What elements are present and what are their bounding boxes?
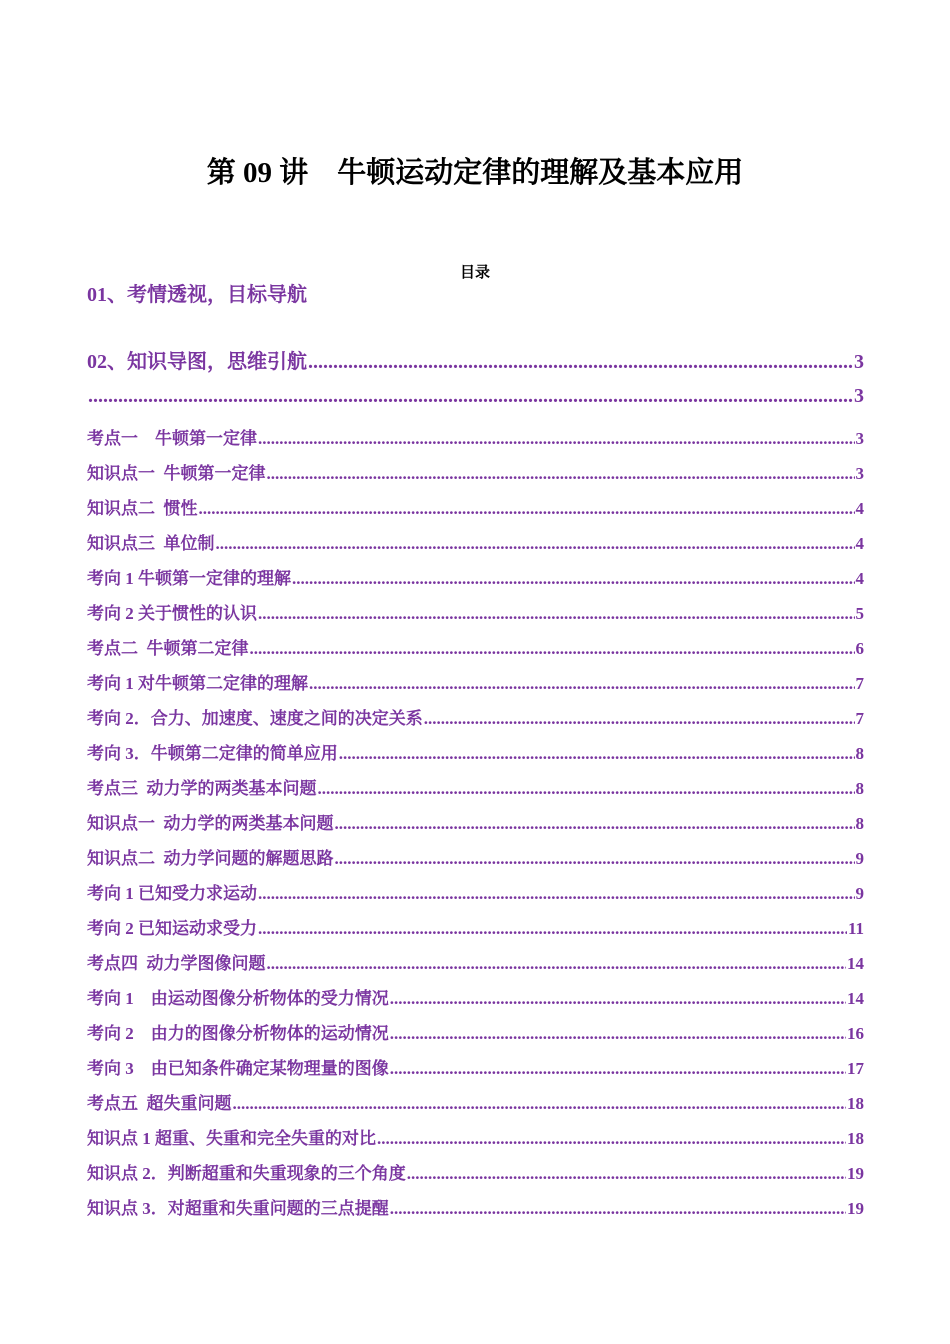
toc-page-number: 4 (855, 534, 864, 553)
toc-entry-label: 考向 1 由运动图像分析物体的受力情况 (87, 989, 389, 1008)
toc-entry[interactable] (87, 634, 864, 659)
toc-entry-label: 知识点 1 超重、失重和完全失重的对比 (87, 1129, 376, 1148)
toc-entry-label: 考点五 超失重问题 (87, 1094, 232, 1113)
toc-entry-label: 知识点一 动力学的两类基本问题 (87, 814, 334, 833)
toc-dot-leader (292, 569, 855, 589)
toc-entry-label: 考向 1 对牛顿第二定律的理解 (87, 674, 308, 693)
toc-page-number: 3 (854, 351, 864, 373)
toc-page-number: 8 (855, 779, 864, 798)
toc-entry[interactable] (87, 424, 864, 449)
toc-page-number: 4 (855, 569, 864, 588)
toc-page-number: 17 (847, 1059, 864, 1078)
toc-entry-label: 考点一 牛顿第一定律 (87, 429, 257, 448)
toc-entry-label: 考向 3．牛顿第二定律的简单应用 (87, 744, 338, 763)
document-title: 第 09 讲 牛顿运动定律的理解及基本应用 (206, 157, 744, 189)
toc-entry-label: 考向 2 已知运动求受力 (87, 919, 257, 938)
toc-page-number: 11 (847, 919, 864, 938)
toc-dot-leader (335, 814, 855, 834)
toc-dot-leader (377, 1129, 846, 1149)
toc-dot-leader (390, 989, 846, 1009)
toc-page-number: 6 (855, 639, 864, 658)
toc-page-number: 9 (855, 884, 864, 903)
toc-heading: 目录 (459, 265, 490, 281)
toc-dot-leader (258, 919, 847, 939)
toc-page-number: 18 (847, 1094, 864, 1113)
toc-entry-label: 02、知识导图，思维引航 (87, 351, 307, 373)
toc-entry-label: 考向 2．合力、加速度、速度之间的决定关系 (87, 709, 423, 728)
toc-entry[interactable] (87, 599, 864, 624)
toc-entry-label: 考向 2 关于惯性的认识 (87, 604, 257, 623)
toc-entry-label: 知识点一 牛顿第一定律 (87, 464, 266, 483)
toc-page-number: 4 (855, 499, 864, 518)
toc-page-number: 3 (855, 464, 864, 483)
toc-dot-leader (258, 884, 855, 904)
toc-entry[interactable] (87, 385, 864, 408)
toc-page-number: 8 (855, 814, 864, 833)
toc-dot-leader (339, 744, 855, 764)
toc-entry[interactable] (87, 669, 864, 694)
toc-entry[interactable] (87, 704, 864, 729)
toc-dot-leader (335, 849, 855, 869)
toc-entry[interactable] (87, 1124, 864, 1149)
toc-dot-leader (318, 779, 855, 799)
toc-page-number: 19 (847, 1199, 864, 1218)
toc-page-number: 14 (847, 954, 864, 973)
toc-entry-label: 知识点 2．判断超重和失重现象的三个角度 (87, 1164, 406, 1183)
toc-dot-leader (309, 674, 855, 694)
toc-dot-leader (407, 1164, 846, 1184)
toc-page-number: 5 (855, 604, 864, 623)
toc-entry[interactable] (87, 459, 864, 484)
toc-entry-label: 知识点二 惯性 (87, 499, 198, 518)
toc-entry[interactable] (87, 1194, 864, 1219)
toc-entry-label: 考点二 牛顿第二定律 (87, 639, 249, 658)
toc-dot-leader (267, 464, 855, 484)
toc-entry[interactable] (87, 774, 864, 799)
toc-dot-leader (250, 639, 855, 659)
toc-entry-label: 考向 3 由已知条件确定某物理量的图像 (87, 1059, 389, 1078)
toc-entry[interactable] (87, 1159, 864, 1184)
toc-entry[interactable] (87, 564, 864, 589)
toc-entry[interactable] (87, 984, 864, 1009)
toc-page-number: 19 (847, 1164, 864, 1183)
toc-dot-leader (216, 534, 855, 554)
toc-dot-leader (390, 1024, 846, 1044)
toc-dot-leader (233, 1094, 847, 1114)
toc-entry-label: 知识点 3．对超重和失重问题的三点提醒 (87, 1199, 389, 1218)
toc-dot-leader (308, 351, 853, 374)
toc-page-number: 9 (855, 849, 864, 868)
toc-entry-overview[interactable]: 01、考情透视，目标导航 (87, 284, 307, 306)
toc-dot-leader (390, 1199, 846, 1219)
toc-dot-leader (258, 604, 855, 624)
toc-dot-leader (88, 385, 853, 408)
toc-entry-label: 考向 1 已知受力求运动 (87, 884, 257, 903)
toc-page-number: 14 (847, 989, 864, 1008)
toc-entry[interactable] (87, 1054, 864, 1079)
toc-entry-label: 知识点二 动力学问题的解题思路 (87, 849, 334, 868)
toc-entry[interactable] (87, 494, 864, 519)
toc-page-number: 8 (855, 744, 864, 763)
toc-entry[interactable] (87, 739, 864, 764)
toc-entry[interactable] (87, 1089, 864, 1114)
toc-page-number: 3 (854, 385, 864, 407)
toc-entry-label: 考点三 动力学的两类基本问题 (87, 779, 317, 798)
toc-page-number: 3 (855, 429, 864, 448)
toc-dot-leader (267, 954, 847, 974)
toc-entry[interactable] (87, 844, 864, 869)
toc-dot-leader (199, 499, 855, 519)
toc-dot-leader (390, 1059, 846, 1079)
toc-dot-leader (258, 429, 855, 449)
toc-page-number: 7 (855, 709, 864, 728)
toc-page-number: 18 (847, 1129, 864, 1148)
toc-dot-leader (424, 709, 855, 729)
toc-entry-label: 考点四 动力学图像问题 (87, 954, 266, 973)
toc-entry-label: 考向 1 牛顿第一定律的理解 (87, 569, 291, 588)
toc-entry-label: 知识点三 单位制 (87, 534, 215, 553)
toc-entry[interactable] (87, 809, 864, 834)
toc-page-number: 16 (847, 1024, 864, 1043)
toc-page-number: 7 (855, 674, 864, 693)
toc-entry[interactable] (87, 529, 864, 554)
toc-entry[interactable] (87, 914, 864, 939)
toc-entry[interactable] (87, 879, 864, 904)
toc-entry[interactable] (87, 949, 864, 974)
toc-entry[interactable] (87, 345, 864, 374)
toc-entry[interactable] (87, 1019, 864, 1044)
toc-entry-label: 考向 2 由力的图像分析物体的运动情况 (87, 1024, 389, 1043)
